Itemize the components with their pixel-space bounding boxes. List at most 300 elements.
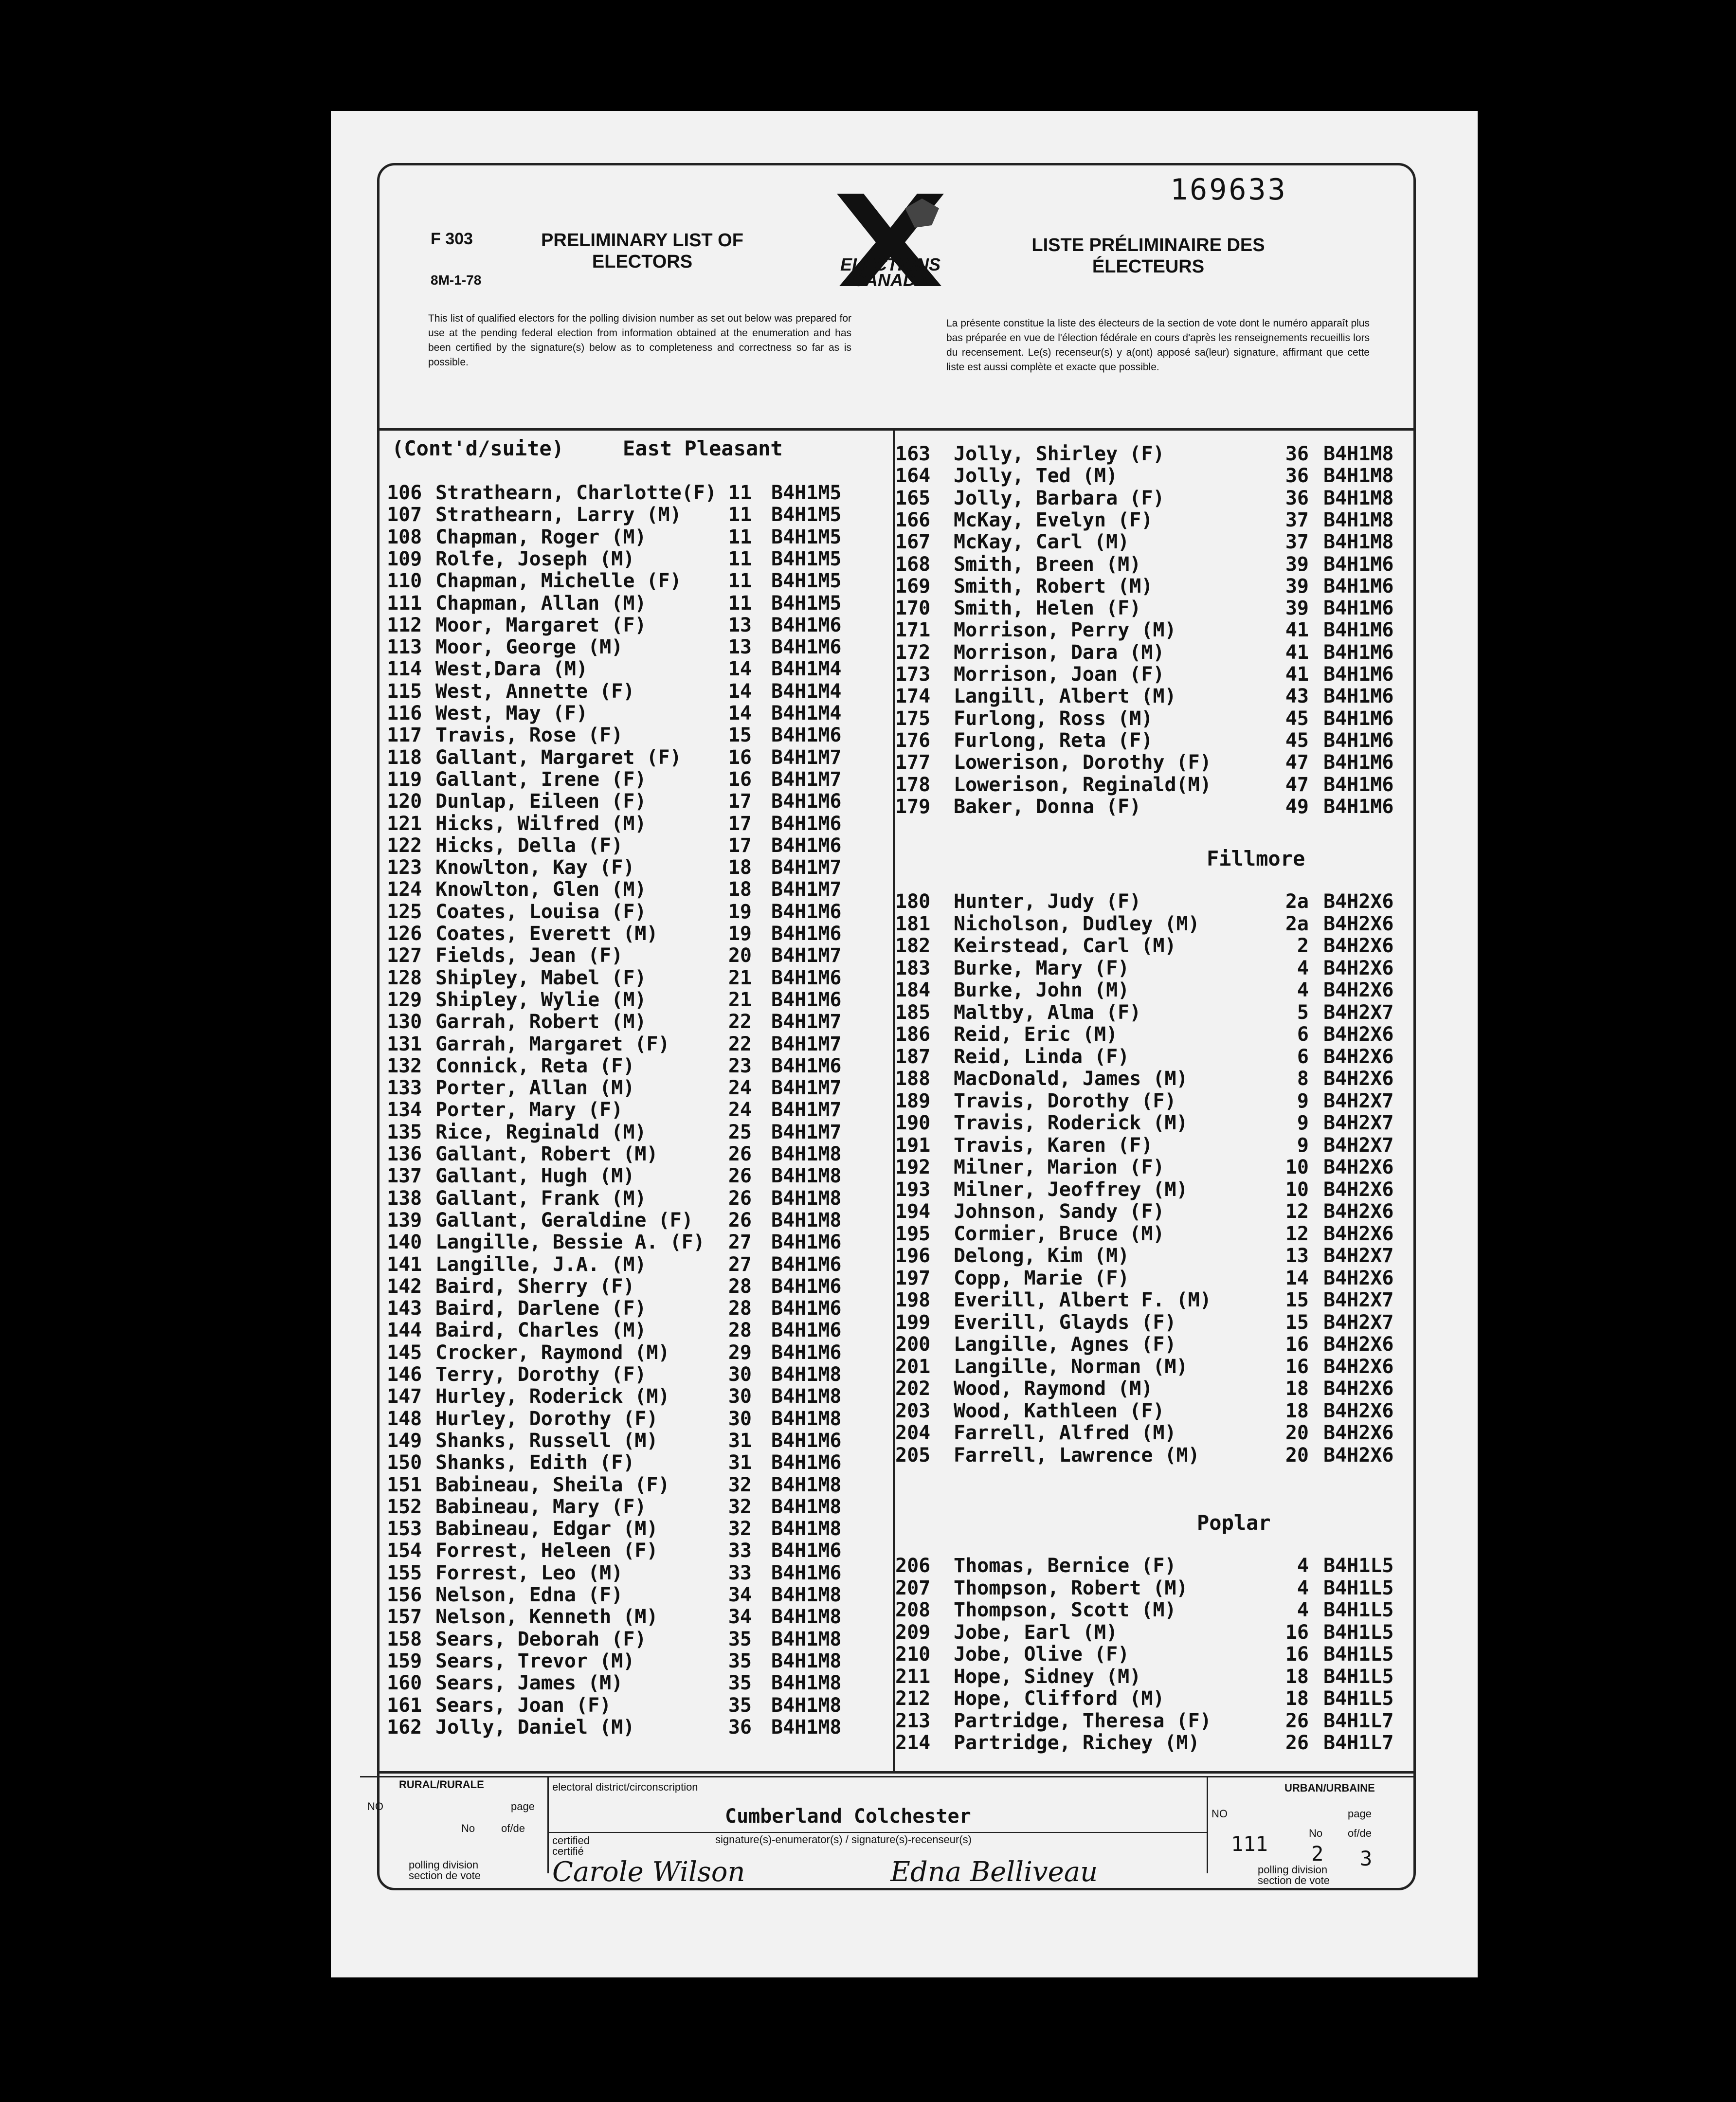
- elector-number: 158: [387, 1628, 422, 1650]
- elector-number: 190: [895, 1112, 931, 1134]
- elector-postal-code: B4H1M8: [771, 1584, 842, 1606]
- elector-postal-code: B4H1M7: [771, 1033, 842, 1055]
- elector-address: 16: [728, 768, 752, 791]
- elector-number: 111: [387, 592, 422, 615]
- elector-name: Langill, Albert (M): [954, 685, 1176, 708]
- elector-postal-code: B4H2X6: [1323, 1377, 1394, 1400]
- elector-address: 47: [1285, 751, 1309, 774]
- elector-number: 182: [895, 935, 931, 957]
- urban-no2-label: No: [1309, 1827, 1323, 1839]
- elector-name: Hicks, Wilfred (M): [435, 812, 647, 835]
- elector-name: Nicholson, Dudley (M): [954, 912, 1200, 935]
- elector-postal-code: B4H1M5: [771, 504, 842, 526]
- elector-name: Rice, Reginald (M): [435, 1121, 647, 1143]
- elector-postal-code: B4H1M6: [771, 1561, 842, 1584]
- elector-number: 132: [387, 1054, 422, 1077]
- elector-address: 49: [1285, 795, 1309, 818]
- elector-address: 27: [728, 1231, 752, 1254]
- elector-number: 204: [895, 1422, 931, 1444]
- elector-name: Baker, Donna (F): [954, 795, 1141, 818]
- elector-number: 214: [895, 1732, 931, 1754]
- elector-name: Lowerison, Reginald(M): [954, 773, 1212, 796]
- title-fr-line2: ÉLECTEURS: [1092, 256, 1205, 277]
- elector-name: Gallant, Irene (F): [435, 768, 647, 791]
- elector-number: 213: [895, 1709, 931, 1732]
- elector-number: 136: [387, 1143, 422, 1165]
- elector-name: Hope, Clifford (M): [954, 1687, 1165, 1710]
- elector-postal-code: B4H1M7: [771, 1121, 842, 1143]
- elector-number: 181: [895, 912, 931, 935]
- elector-name: Keirstead, Carl (M): [954, 935, 1176, 957]
- elector-address: 32: [728, 1518, 752, 1540]
- elector-address: 11: [728, 482, 752, 504]
- urban-polling-label: polling division: [1258, 1864, 1328, 1876]
- elector-postal-code: B4H2X6: [1323, 1156, 1394, 1178]
- elector-address: 2a: [1285, 912, 1309, 935]
- elector-address: 13: [1285, 1245, 1309, 1267]
- elector-postal-code: B4H2X7: [1323, 1134, 1394, 1157]
- elector-address: 11: [728, 504, 752, 526]
- elector-number: 142: [387, 1275, 422, 1298]
- elector-name: Jolly, Barbara (F): [954, 487, 1165, 509]
- elector-postal-code: B4H1M6: [771, 1275, 842, 1298]
- footer-divider: [380, 1771, 1413, 1774]
- elector-postal-code: B4H1M6: [771, 1429, 842, 1452]
- elector-name: Moor, Margaret (F): [435, 614, 647, 636]
- elector-name: Cormier, Bruce (M): [954, 1222, 1165, 1245]
- elector-number: 135: [387, 1121, 422, 1143]
- elector-number: 130: [387, 1011, 422, 1033]
- rural-polling-label: polling division: [409, 1859, 479, 1871]
- elector-number: 116: [387, 702, 422, 725]
- elector-postal-code: B4H1M6: [771, 1253, 842, 1276]
- elector-postal-code: B4H1M7: [771, 1077, 842, 1100]
- elector-postal-code: B4H1M5: [771, 592, 842, 615]
- elector-postal-code: B4H1M6: [1323, 795, 1394, 818]
- elector-address: 33: [728, 1540, 752, 1562]
- elector-name: Gallant, Margaret (F): [435, 746, 682, 769]
- elector-address: 35: [728, 1649, 752, 1672]
- elector-postal-code: B4H2X6: [1323, 1333, 1394, 1356]
- district-name: Cumberland Colchester: [725, 1805, 971, 1828]
- elector-name: Furlong, Reta (F): [954, 729, 1153, 752]
- elector-address: 11: [728, 526, 752, 548]
- elector-name: Hope, Sidney (M): [954, 1665, 1141, 1688]
- elector-address: 18: [1285, 1399, 1309, 1422]
- logo-text: [817, 254, 963, 290]
- elector-address: 22: [728, 1033, 752, 1055]
- elector-number: 171: [895, 619, 931, 642]
- elector-address: 2a: [1285, 890, 1309, 913]
- elector-address: 10: [1285, 1178, 1309, 1201]
- elector-postal-code: B4H1M6: [771, 1341, 842, 1364]
- elector-address: 41: [1285, 663, 1309, 686]
- elector-name: Smith, Robert (M): [954, 575, 1153, 598]
- elector-address: 4: [1297, 979, 1309, 1001]
- header-divider: [380, 428, 1413, 431]
- elector-name: Dunlap, Eileen (F): [435, 790, 647, 813]
- elector-number: 157: [387, 1606, 422, 1629]
- elector-address: 13: [728, 636, 752, 659]
- elector-address: 24: [728, 1099, 752, 1122]
- elector-name: Travis, Dorothy (F): [954, 1089, 1176, 1112]
- elector-number: 147: [387, 1385, 422, 1408]
- elector-postal-code: B4H1M6: [1323, 663, 1394, 686]
- elector-number: 128: [387, 966, 422, 989]
- page-number: 2: [1311, 1842, 1324, 1866]
- rural-of-label: of/de: [501, 1822, 525, 1834]
- elector-address: 15: [1285, 1289, 1309, 1311]
- signature-label-line: [549, 1832, 1207, 1833]
- elector-postal-code: B4H1L5: [1323, 1555, 1394, 1577]
- elector-address: 18: [1285, 1377, 1309, 1400]
- elector-postal-code: B4H1M6: [1323, 707, 1394, 730]
- elector-postal-code: B4H1M8: [771, 1628, 842, 1650]
- elector-address: 35: [728, 1628, 752, 1650]
- elector-name: Porter, Mary (F): [435, 1099, 623, 1122]
- elector-postal-code: B4H1M6: [771, 1297, 842, 1320]
- logo-text-line1: ELECTIONS: [840, 254, 940, 274]
- elector-postal-code: B4H1M6: [771, 834, 842, 857]
- elector-name: Coates, Everett (M): [435, 923, 658, 945]
- elector-name: Wood, Kathleen (F): [954, 1399, 1165, 1422]
- elector-postal-code: B4H1M6: [771, 966, 842, 989]
- elector-postal-code: B4H1L5: [1323, 1576, 1394, 1599]
- elector-postal-code: B4H2X7: [1323, 1289, 1394, 1311]
- elector-name: Burke, Mary (F): [954, 957, 1130, 979]
- elector-number: 191: [895, 1134, 931, 1157]
- elector-name: Reid, Eric (M): [954, 1023, 1118, 1046]
- elector-name: Travis, Rose (F): [435, 724, 623, 747]
- elector-number: 193: [895, 1178, 931, 1201]
- elector-address: 19: [728, 900, 752, 923]
- elector-address: 12: [1285, 1200, 1309, 1223]
- elector-name: Knowlton, Glen (M): [435, 878, 647, 901]
- elector-name: Shipley, Wylie (M): [435, 988, 647, 1011]
- elector-address: 22: [728, 1011, 752, 1033]
- elector-postal-code: B4H1M6: [771, 1451, 842, 1474]
- elector-name: Langille, Agnes (F): [954, 1333, 1176, 1356]
- elector-number: 183: [895, 957, 931, 979]
- elector-number: 205: [895, 1444, 931, 1467]
- elector-name: Forrest, Heleen (F): [435, 1540, 658, 1562]
- elector-postal-code: B4H1M6: [771, 1540, 842, 1562]
- elector-address: 37: [1285, 531, 1309, 554]
- elector-postal-code: B4H1M8: [771, 1694, 842, 1717]
- elector-postal-code: B4H1M8: [771, 1143, 842, 1165]
- elector-number: 172: [895, 641, 931, 664]
- elector-postal-code: B4H1M8: [1323, 531, 1394, 554]
- urban-label: URBAN/URBAINE: [1284, 1782, 1375, 1794]
- elector-number: 123: [387, 856, 422, 879]
- elector-address: 36: [1285, 465, 1309, 488]
- page-total: 3: [1360, 1847, 1373, 1870]
- elector-number: 202: [895, 1377, 931, 1400]
- elector-name: Wood, Raymond (M): [954, 1377, 1153, 1400]
- elector-address: 16: [728, 746, 752, 769]
- elector-name: Morrison, Dara (M): [954, 641, 1165, 664]
- rural-no-label: NO: [367, 1800, 383, 1812]
- elector-name: Rolfe, Joseph (M): [435, 547, 635, 570]
- elector-postal-code: B4H2X7: [1323, 1001, 1394, 1024]
- elector-name: Strathearn, Charlotte(F): [435, 482, 717, 504]
- elector-postal-code: B4H2X6: [1323, 1023, 1394, 1046]
- elector-number: 121: [387, 812, 422, 835]
- elector-number: 148: [387, 1407, 422, 1430]
- elector-number: 143: [387, 1297, 422, 1320]
- elector-number: 108: [387, 526, 422, 548]
- urban-no-label: NO: [1212, 1808, 1228, 1820]
- elector-number: 127: [387, 944, 422, 967]
- elector-postal-code: B4H1M8: [1323, 443, 1394, 465]
- elector-name: Garrah, Robert (M): [435, 1011, 647, 1033]
- elector-postal-code: B4H1L7: [1323, 1732, 1394, 1754]
- elector-postal-code: B4H1M6: [771, 988, 842, 1011]
- elector-address: 4: [1297, 1555, 1309, 1577]
- elector-postal-code: B4H2X6: [1323, 979, 1394, 1001]
- elector-name: Thompson, Robert (M): [954, 1576, 1188, 1599]
- elector-number: 156: [387, 1584, 422, 1606]
- elector-name: Lowerison, Dorothy (F): [954, 751, 1212, 774]
- elector-address: 31: [728, 1451, 752, 1474]
- elector-address: 32: [728, 1473, 752, 1496]
- elector-name: Jolly, Shirley (F): [954, 443, 1165, 465]
- elector-name: Garrah, Margaret (F): [435, 1033, 670, 1055]
- elector-address: 5: [1297, 1001, 1309, 1024]
- elector-postal-code: B4H2X6: [1323, 935, 1394, 957]
- elector-address: 21: [728, 966, 752, 989]
- elector-address: 28: [728, 1319, 752, 1342]
- elector-number: 197: [895, 1267, 931, 1289]
- elector-number: 131: [387, 1033, 422, 1055]
- title-french: [1010, 235, 1287, 277]
- elector-postal-code: B4H1M6: [1323, 773, 1394, 796]
- elector-number: 199: [895, 1311, 931, 1334]
- elector-number: 129: [387, 988, 422, 1011]
- elector-number: 189: [895, 1089, 931, 1112]
- elector-name: Babineau, Edgar (M): [435, 1518, 658, 1540]
- elector-address: 4: [1297, 957, 1309, 979]
- elector-name: Babineau, Mary (F): [435, 1495, 647, 1518]
- elector-address: 30: [728, 1407, 752, 1430]
- elector-name: Morrison, Perry (M): [954, 619, 1176, 642]
- elector-address: 39: [1285, 575, 1309, 598]
- elector-address: 13: [728, 614, 752, 636]
- elector-address: 9: [1297, 1134, 1309, 1157]
- footer-top-line: [360, 1776, 1416, 1777]
- urban-polling-label-fr: section de vote: [1258, 1874, 1330, 1886]
- elector-postal-code: B4H1M6: [1323, 729, 1394, 752]
- elector-number: 163: [895, 443, 931, 465]
- elector-postal-code: B4H1M8: [771, 1363, 842, 1386]
- elector-address: 14: [728, 658, 752, 681]
- elector-address: 6: [1297, 1045, 1309, 1068]
- elector-name: Milner, Marion (F): [954, 1156, 1165, 1178]
- elector-name: Crocker, Raymond (M): [435, 1341, 670, 1364]
- elector-postal-code: B4H1M7: [771, 768, 842, 791]
- elector-number: 200: [895, 1333, 931, 1356]
- logo-text-line2: CANADA: [852, 270, 928, 290]
- elector-postal-code: B4H1M7: [771, 1011, 842, 1033]
- elector-address: 34: [728, 1584, 752, 1606]
- elector-postal-code: B4H1M8: [771, 1165, 842, 1188]
- elector-number: 184: [895, 979, 931, 1001]
- elector-address: 11: [728, 547, 752, 570]
- elector-name: Forrest, Leo (M): [435, 1561, 623, 1584]
- elector-number: 125: [387, 900, 422, 923]
- elector-postal-code: B4H1M6: [1323, 751, 1394, 774]
- elector-postal-code: B4H1M7: [771, 856, 842, 879]
- elector-number: 175: [895, 707, 931, 730]
- elector-name: Chapman, Allan (M): [435, 592, 647, 615]
- elector-address: 26: [728, 1209, 752, 1232]
- elector-name: Smith, Breen (M): [954, 553, 1141, 576]
- elector-name: Jobe, Earl (M): [954, 1621, 1118, 1644]
- elector-postal-code: B4H1M4: [771, 680, 842, 703]
- elector-address: 11: [728, 570, 752, 593]
- elector-postal-code: B4H2X6: [1323, 1068, 1394, 1090]
- intro-english: This list of qualified electors for the polling division number as set out below was prepared for use at the pending federal election from information obtained at the enumeration and has been certified by the signature(s) below as to completeness and correctness so far as is possible.: [428, 313, 851, 368]
- elector-number: 141: [387, 1253, 422, 1276]
- elector-address: 4: [1297, 1599, 1309, 1621]
- elector-name: Fields, Jean (F): [435, 944, 623, 967]
- elector-address: 24: [728, 1077, 752, 1100]
- right-electors-list: [895, 443, 1411, 1757]
- elector-address: 27: [728, 1253, 752, 1276]
- elector-address: 18: [1285, 1665, 1309, 1688]
- elector-address: 28: [728, 1297, 752, 1320]
- elector-address: 16: [1285, 1355, 1309, 1378]
- elector-number: 177: [895, 751, 931, 774]
- elector-address: 41: [1285, 641, 1309, 664]
- elector-number: 149: [387, 1429, 422, 1452]
- elector-number: 207: [895, 1576, 931, 1599]
- elector-postal-code: B4H1M6: [771, 1054, 842, 1077]
- elector-address: 18: [728, 856, 752, 879]
- elector-address: 19: [728, 923, 752, 945]
- elector-number: 167: [895, 531, 931, 554]
- elector-postal-code: B4H2X6: [1323, 1422, 1394, 1444]
- elector-name: Milner, Jeoffrey (M): [954, 1178, 1188, 1201]
- elector-postal-code: B4H1M6: [1323, 597, 1394, 620]
- elector-address: 33: [728, 1561, 752, 1584]
- elector-postal-code: B4H1M6: [771, 900, 842, 923]
- elector-postal-code: B4H1M5: [771, 526, 842, 548]
- elector-number: 211: [895, 1665, 931, 1688]
- elector-number: 201: [895, 1355, 931, 1378]
- elector-number: 113: [387, 636, 422, 659]
- elector-postal-code: B4H2X6: [1323, 912, 1394, 935]
- elector-number: 176: [895, 729, 931, 752]
- elector-name: Everill, Albert F. (M): [954, 1289, 1212, 1311]
- title-en-line1: PRELIMINARY LIST OF: [541, 230, 743, 251]
- street-east-pleasant: East Pleasant: [623, 436, 783, 460]
- elector-name: Baird, Darlene (F): [435, 1297, 647, 1320]
- elector-name: Nelson, Kenneth (M): [435, 1606, 658, 1629]
- elector-name: Gallant, Robert (M): [435, 1143, 658, 1165]
- elector-name: Shipley, Mabel (F): [435, 966, 647, 989]
- footer-left-sep: [547, 1776, 549, 1873]
- elector-number: 164: [895, 465, 931, 488]
- elector-name: Langille, J.A. (M): [435, 1253, 647, 1276]
- elector-address: 14: [1285, 1267, 1309, 1289]
- elector-postal-code: B4H2X6: [1323, 1222, 1394, 1245]
- elector-name: Everill, Glayds (F): [954, 1311, 1176, 1334]
- form-number: F 303: [431, 230, 473, 248]
- elector-postal-code: B4H1M6: [1323, 575, 1394, 598]
- elector-address: 14: [728, 702, 752, 725]
- street-poplar: Poplar: [1197, 1511, 1271, 1535]
- elector-number: 187: [895, 1045, 931, 1068]
- elector-postal-code: B4H1L5: [1323, 1643, 1394, 1666]
- elector-name: McKay, Carl (M): [954, 531, 1130, 554]
- elector-number: 209: [895, 1621, 931, 1644]
- elector-number: 155: [387, 1561, 422, 1584]
- elector-number: 154: [387, 1540, 422, 1562]
- elector-postal-code: B4H1M8: [771, 1187, 842, 1210]
- elector-number: 124: [387, 878, 422, 901]
- elector-postal-code: B4H2X6: [1323, 1200, 1394, 1223]
- elector-address: 31: [728, 1429, 752, 1452]
- elector-address: 26: [728, 1165, 752, 1188]
- elector-name: Jobe, Olive (F): [954, 1643, 1130, 1666]
- elector-number: 165: [895, 487, 931, 509]
- elector-name: Furlong, Ross (M): [954, 707, 1153, 730]
- elector-name: Baird, Sherry (F): [435, 1275, 635, 1298]
- elector-number: 195: [895, 1222, 931, 1245]
- polling-division-number: 111: [1231, 1832, 1268, 1856]
- elector-address: 35: [728, 1694, 752, 1717]
- elector-number: 186: [895, 1023, 931, 1046]
- elector-number: 137: [387, 1165, 422, 1188]
- elector-postal-code: B4H1M6: [1323, 641, 1394, 664]
- elector-name: Partridge, Theresa (F): [954, 1709, 1212, 1732]
- elector-address: 12: [1285, 1222, 1309, 1245]
- elector-number: 139: [387, 1209, 422, 1232]
- elector-postal-code: B4H1L5: [1323, 1687, 1394, 1710]
- elector-address: 15: [728, 724, 752, 747]
- elector-number: 203: [895, 1399, 931, 1422]
- elector-address: 36: [1285, 487, 1309, 509]
- elector-number: 198: [895, 1289, 931, 1311]
- elector-number: 109: [387, 547, 422, 570]
- elector-number: 185: [895, 1001, 931, 1024]
- elector-address: 26: [1285, 1709, 1309, 1732]
- elector-postal-code: B4H1M7: [771, 878, 842, 901]
- elector-postal-code: B4H2X7: [1323, 1311, 1394, 1334]
- elector-address: 21: [728, 988, 752, 1011]
- elector-postal-code: B4H1M6: [1323, 619, 1394, 642]
- elector-name: Knowlton, Kay (F): [435, 856, 635, 879]
- elector-address: 47: [1285, 773, 1309, 796]
- elector-name: Thomas, Bernice (F): [954, 1555, 1176, 1577]
- elector-name: Moor, George (M): [435, 636, 623, 659]
- elector-postal-code: B4H1M8: [1323, 508, 1394, 531]
- elector-address: 17: [728, 790, 752, 813]
- elector-postal-code: B4H1L5: [1323, 1621, 1394, 1644]
- elector-number: 212: [895, 1687, 931, 1710]
- elector-number: 144: [387, 1319, 422, 1342]
- elector-name: Porter, Allan (M): [435, 1077, 635, 1100]
- elector-postal-code: B4H2X6: [1323, 1267, 1394, 1289]
- elector-postal-code: B4H1M8: [771, 1407, 842, 1430]
- elector-number: 150: [387, 1451, 422, 1474]
- elector-name: Travis, Karen (F): [954, 1134, 1153, 1157]
- title-en-line2: ELECTORS: [592, 252, 693, 272]
- elector-address: 45: [1285, 707, 1309, 730]
- elector-address: 6: [1297, 1023, 1309, 1046]
- elector-number: 118: [387, 746, 422, 769]
